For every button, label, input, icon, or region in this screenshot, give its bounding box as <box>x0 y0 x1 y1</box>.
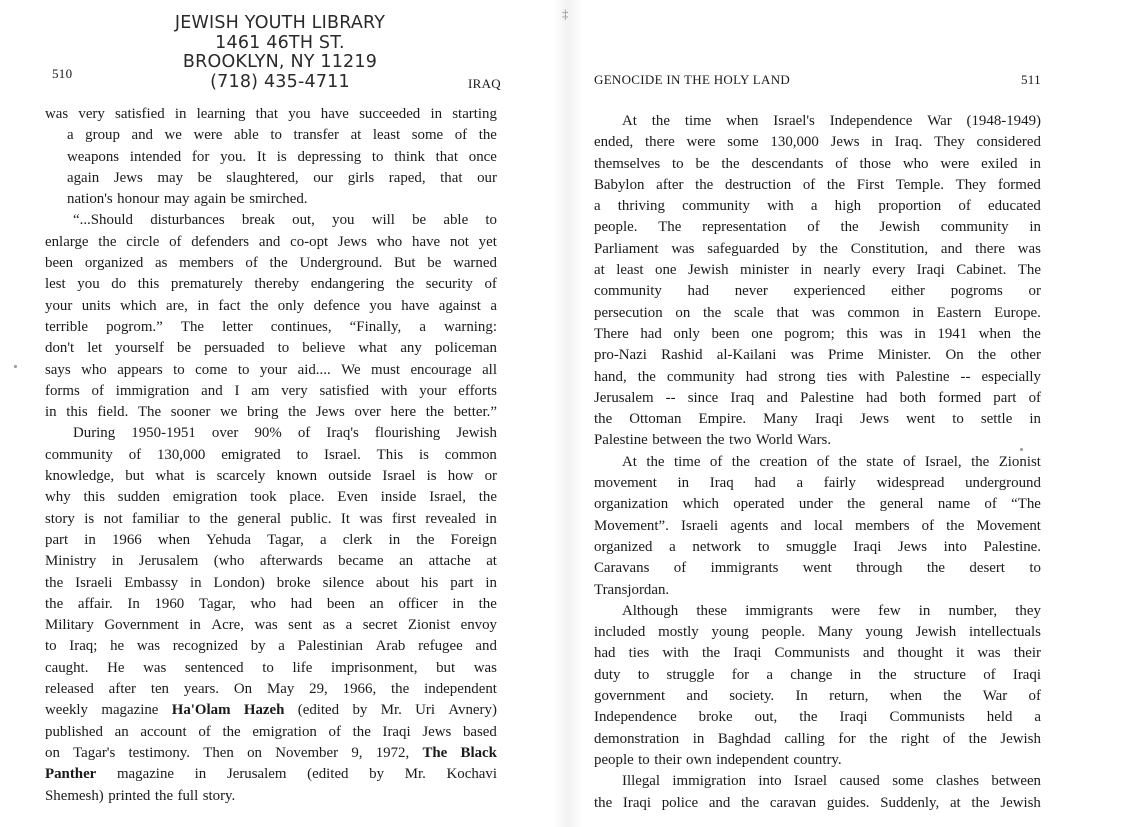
left-page-body <box>45 104 497 807</box>
right-running-head: GENOCIDE IN THE HOLY LAND <box>594 72 791 87</box>
right-page-text-line: Parliament was safeguarded by the Constitution, and there was <box>594 240 1041 257</box>
library-stamp <box>150 14 410 92</box>
right-page-text-line: organization which operated under the general name of “The <box>594 496 1041 513</box>
right-page-text-line: movement in Iraq had a fairly widespread underground <box>594 475 1041 492</box>
left-page-text-line: community of 130,000 emigrated to Israel. This is common <box>45 446 497 463</box>
gutter-scan-mark: ‡ <box>562 6 569 21</box>
right-page-text-line: had ties with the Iraqi Communists and thought it was their <box>594 645 1041 662</box>
left-page-text-line: During 1950-1951 over 90% of Iraq's flourishing Jewish <box>73 425 497 442</box>
scan-speck <box>1020 448 1023 451</box>
right-page-text-line: people. The representation of the Jewish community in <box>594 219 1041 236</box>
left-page-text-line: was very satisfied in learning that you have succeeded in starting <box>45 106 497 122</box>
right-page-text-line: a thriving community with a high proportion of educated <box>594 198 1041 215</box>
right-page-text-line: Illegal immigration into Israel caused some clashes between <box>622 773 1041 790</box>
left-page-text-line: forms of immigration and I am very satisfied with your efforts <box>45 382 497 399</box>
right-page-text-line: included mostly young people. Many young Jewish intellectuals <box>594 624 1041 641</box>
stamp-line-street: 1461 46TH ST. <box>215 32 345 53</box>
right-page-text-line: duty to struggle for a change in the structure of Iraqi <box>594 666 1041 683</box>
left-page-text-line: lest you do this prematurely thereby endangering the security of <box>45 276 497 293</box>
left-page-text-line: the Israeli Embassy in London) broke silence about his part in <box>45 574 497 591</box>
left-page-text-line: story is not familiar to the general public. It was first revealed in <box>45 510 497 527</box>
right-page-text-line: Caravans of immigrants went through the desert to <box>594 560 1041 577</box>
right-page-text-line: Babylon after the destruction of the First Temple. They formed <box>594 176 1041 193</box>
left-page-text-line: nation's honour may again be smirched. <box>67 191 308 208</box>
right-page-text-line: At the time when Israel's Independence War (1948-1949) <box>622 113 1041 129</box>
left-running-head: IRAQ <box>468 76 501 91</box>
left-page-text-line: released after ten years. On May 29, 1966, the independent <box>45 681 497 698</box>
left-page-text-line: why this sudden emigration took place. Even inside Israel, the <box>45 489 497 506</box>
right-page-text-line: demonstration in Baghdad calling for the right of the Jewish <box>594 730 1041 747</box>
right-page-text-line: at least one Jewish minister in nearly every Iraqi Cabinet. The <box>594 262 1041 279</box>
left-page-text-line: Military Government in Acre, was sent as a secret Zionist envoy <box>45 617 497 634</box>
left-page-text-line: Shemesh) printed the full story. <box>45 787 236 804</box>
left-page-text-line: says who appears to come to your aid.... We must encourage all <box>45 361 497 378</box>
right-page-text-line: pro-Nazi Rashid al-Kailani was Prime Minister. On the other <box>594 347 1041 364</box>
right-page-text-line: At the time of the creation of the state of Israel, the Zionist <box>622 453 1041 470</box>
stamp-line-library: JEWISH YOUTH LIBRARY <box>174 13 386 33</box>
left-page-text-line: don't let yourself be persuaded to believe what any policeman <box>45 340 497 357</box>
right-page-text-line: Independence broke out, the Iraqi Communists held a <box>594 709 1041 726</box>
book-gutter <box>553 0 583 827</box>
right-page-text-line: people to their own independent country. <box>594 751 842 768</box>
left-page-text-line: been organized as members of the Underground. But be warned <box>45 255 497 272</box>
right-page-text-line: community had never experienced either pogroms or <box>594 283 1041 300</box>
right-page-text-line: government and society. In return, when the War of <box>594 688 1041 705</box>
left-page-text-line: enlarge the circle of defenders and co-opt Jews who have not yet <box>45 233 497 250</box>
left-page-text-line: part in 1966 when Yehuda Tagar, a clerk in the Foreign <box>45 531 497 548</box>
left-page-text-line: on Tagar's testimony. Then on November 9, 1972, The Black <box>45 744 497 761</box>
right-page-number: 511 <box>1021 72 1041 87</box>
right-page-text-line: the Iraqi police and the caravan guides. Suddenly, at the Jewish <box>594 794 1041 811</box>
left-page-number: 510 <box>52 66 73 81</box>
right-page-text-line: Movement”. Israeli agents and local members of the Movement <box>594 517 1041 534</box>
left-page-text-line: Panther magazine in Jerusalem (edited by Mr. Kochavi <box>45 766 497 783</box>
right-page-text-line: themselves to be the descendants of those who were exiled in <box>594 155 1041 172</box>
right-page-text-line: hand, the community had strong ties with Palestine -- especially <box>594 368 1041 385</box>
right-page-text-line: Jerusalem -- since Iraq and Palestine had both formed part of <box>594 389 1041 406</box>
left-page-text-line: the affair. In 1960 Tagar, who had been an officer in the <box>45 595 497 612</box>
right-page-text-line: Palestine between the two World Wars. <box>594 432 832 449</box>
right-page-text-line: organized a network to smuggle Iraqi Jews into Palestine. <box>594 538 1041 555</box>
right-page-text-line: ended, there were some 130,000 Jews in Iraq. They considered <box>594 134 1041 151</box>
right-page-text-line: There had only been one pogrom; this was in 1941 when the <box>594 325 1041 342</box>
left-page-text-line: knowledge, but what is scarcely known outside Israel is how or <box>45 468 497 485</box>
left-page-text-line: weapons intended for you. It is depressing to think that once <box>67 148 497 165</box>
left-page-text-line: “...Should disturbances break out, you will be able to <box>73 212 497 229</box>
right-page-text-line: Transjordan. <box>594 581 670 598</box>
stamp-line-phone: (718) 435-4711 <box>210 71 350 92</box>
left-page-text-line: in this field. The sooner we bring the Jews over here the better.” <box>45 404 497 421</box>
right-page-text-line: the Ottoman Empire. Many Iraqi Jews went to settle in <box>594 411 1041 428</box>
scan-speck <box>14 365 17 368</box>
right-page-text-line: Although these immigrants were few in number, they <box>622 602 1041 619</box>
left-page-text-line: your units which are, in fact the only defence you have against a <box>45 297 497 314</box>
left-page-text-line: weekly magazine Ha'Olam Hazeh (edited by Mr. Uri Avnery) <box>45 702 497 719</box>
left-page-text-line: published an account of the emigration of the Iraqi Jews based <box>45 723 497 740</box>
left-page-text-line: terrible pogrom.” The letter continues, “Finally, a warning: <box>45 318 497 335</box>
left-page-text-line: caught. He was sentenced to life imprisonment, but was <box>45 659 497 676</box>
left-page-text-line: Ministry in Jerusalem (who afterwards became an attache at <box>45 553 497 570</box>
left-page-text-line: again Jews may be slaughtered, our girls raped, that our <box>67 169 497 186</box>
left-page-text-line: to Iraq; he was recognized by a Palestinian Arab refugee and <box>45 638 497 655</box>
right-page-text-line: persecution on the scale that was common in Eastern Europe. <box>594 304 1041 321</box>
right-page-body <box>594 111 1041 814</box>
stamp-line-city: BROOKLYN, NY 11219 <box>182 52 378 72</box>
left-page-text-line: a group and we were able to transfer at least some of the <box>67 127 497 144</box>
